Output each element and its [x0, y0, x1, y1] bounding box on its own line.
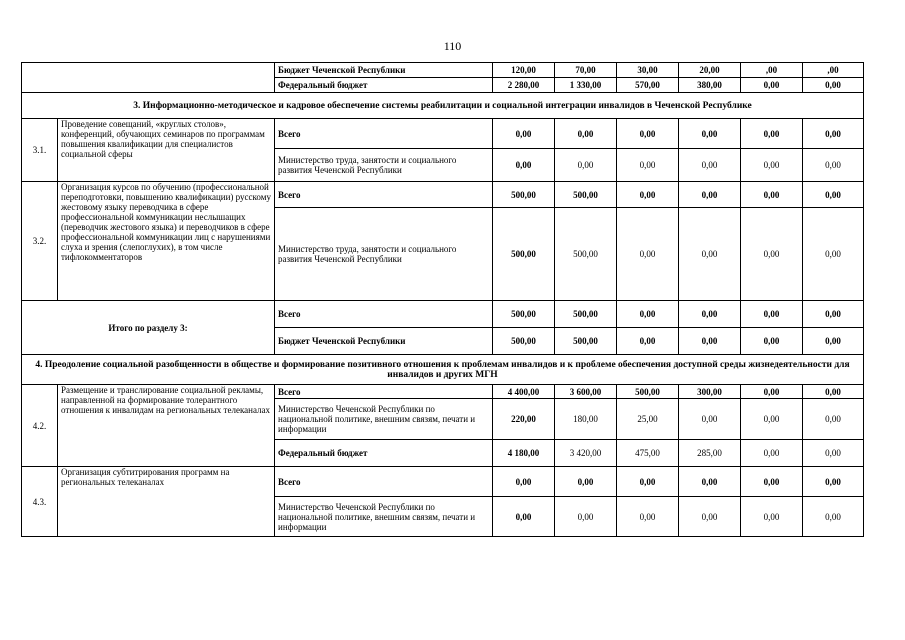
source-label: Бюджет Чеченской Республики: [275, 63, 493, 78]
value-cell: 0,00: [741, 78, 803, 93]
value-cell: 4 180,00: [493, 440, 555, 467]
value-cell: 0,00: [555, 119, 617, 149]
value-cell: 500,00: [493, 301, 555, 328]
source-label: Всего: [275, 385, 493, 399]
value-cell: 0,00: [741, 182, 803, 208]
value-cell: 70,00: [555, 63, 617, 78]
source-label: Всего: [275, 182, 493, 208]
value-cell: 220,00: [493, 399, 555, 440]
value-cell: 0,00: [741, 385, 803, 399]
page-number: 110: [443, 39, 462, 53]
value-cell: 0,00: [617, 208, 679, 301]
value-cell: 500,00: [617, 385, 679, 399]
value-cell: 0,00: [555, 467, 617, 497]
value-cell: 120,00: [493, 63, 555, 78]
value-cell: 0,00: [741, 149, 803, 182]
table-row: [22, 385, 864, 399]
source-label: Министерство труда, занятости и социального развития Чеченской Республики: [275, 208, 493, 301]
item-number: 4.2.: [22, 385, 58, 467]
value-cell: 4 400,00: [493, 385, 555, 399]
value-cell: 0,00: [679, 119, 741, 149]
source-label: Министерство Чеченской Республики по национальной политике, внешним связям, печати и информации: [275, 399, 493, 440]
value-cell: 25,00: [617, 399, 679, 440]
value-cell: 500,00: [493, 208, 555, 301]
value-cell: 0,00: [617, 119, 679, 149]
value-cell: 0,00: [617, 328, 679, 355]
source-label: Всего: [275, 119, 493, 149]
value-cell: 380,00: [679, 78, 741, 93]
value-cell: ,00: [803, 63, 864, 78]
value-cell: 0,00: [679, 301, 741, 328]
value-cell: 0,00: [741, 467, 803, 497]
item-description: Организация субтитрирования программ на региональных телеканалах: [58, 467, 275, 537]
value-cell: 2 280,00: [493, 78, 555, 93]
value-cell: 0,00: [803, 301, 864, 328]
value-cell: 475,00: [617, 440, 679, 467]
value-cell: 0,00: [741, 208, 803, 301]
table-row: [22, 301, 864, 328]
item-number: 3.2.: [22, 182, 58, 301]
value-cell: 0,00: [803, 149, 864, 182]
value-cell: 0,00: [493, 149, 555, 182]
source-label: Федеральный бюджет: [275, 78, 493, 93]
value-cell: 0,00: [679, 467, 741, 497]
value-cell: 500,00: [555, 328, 617, 355]
table-row: [22, 119, 864, 149]
table-row: [22, 182, 864, 208]
value-cell: 0,00: [555, 497, 617, 537]
value-cell: 0,00: [803, 467, 864, 497]
item-number: 3.1.: [22, 119, 58, 182]
value-cell: 0,00: [679, 399, 741, 440]
value-cell: 0,00: [741, 328, 803, 355]
value-cell: 20,00: [679, 63, 741, 78]
value-cell: 0,00: [741, 119, 803, 149]
value-cell: 3 600,00: [555, 385, 617, 399]
value-cell: 500,00: [555, 301, 617, 328]
value-cell: 0,00: [679, 328, 741, 355]
value-cell: 0,00: [617, 497, 679, 537]
value-cell: 0,00: [803, 208, 864, 301]
item-description: Размещение и транслирование социальной рекламы, направленной на формирование толерантного отношения к инвалидам на региональных телеканалах: [58, 385, 275, 467]
value-cell: ,00: [741, 63, 803, 78]
section-4-title: 4. Преодоление социальной разобщенности в обществе и формирование позитивного отношения к проблемам инвалидов и к проблеме обеспечения доступной среды жизнедеятельности для инвалидов и других МГН: [22, 355, 864, 385]
value-cell: 0,00: [679, 182, 741, 208]
value-cell: 0,00: [555, 149, 617, 182]
value-cell: 300,00: [679, 385, 741, 399]
section-header-row: [22, 93, 864, 119]
value-cell: 0,00: [803, 182, 864, 208]
value-cell: 30,00: [617, 63, 679, 78]
value-cell: 0,00: [803, 399, 864, 440]
value-cell: 0,00: [679, 149, 741, 182]
section-3-title: 3. Информационно-методическое и кадровое обеспечение системы реабилитации и социальной интеграции инвалидов в Чеченской Республике: [22, 93, 864, 119]
value-cell: 500,00: [493, 182, 555, 208]
budget-table: [21, 62, 864, 537]
value-cell: 285,00: [679, 440, 741, 467]
source-label: Министерство труда, занятости и социального развития Чеченской Республики: [275, 149, 493, 182]
value-cell: 0,00: [803, 385, 864, 399]
section-header-row: [22, 355, 864, 385]
value-cell: 0,00: [493, 119, 555, 149]
value-cell: 0,00: [803, 119, 864, 149]
value-cell: 0,00: [803, 328, 864, 355]
item-number: 4.3.: [22, 467, 58, 537]
value-cell: 0,00: [617, 301, 679, 328]
table-row: [22, 467, 864, 497]
value-cell: 0,00: [493, 467, 555, 497]
value-cell: 570,00: [617, 78, 679, 93]
value-cell: 0,00: [617, 149, 679, 182]
value-cell: 0,00: [617, 182, 679, 208]
source-label: Федеральный бюджет: [275, 440, 493, 467]
value-cell: 0,00: [493, 497, 555, 537]
value-cell: 0,00: [679, 208, 741, 301]
value-cell: 0,00: [741, 497, 803, 537]
item-description: Организация курсов по обучению (профессиональной переподготовки, повышению квалификации) русскому жестовому языку переводчика в сфере профессиональной коммуникации неслышащих (переводчик жестового языка) и переводчиков в сфере профессиональной коммуникации лиц с нарушениями слуха и зрения (слепоглухих), в том числе тифлокомментаторов: [58, 182, 275, 301]
value-cell: 500,00: [555, 208, 617, 301]
value-cell: 0,00: [803, 497, 864, 537]
value-cell: 0,00: [803, 78, 864, 93]
value-cell: 0,00: [803, 440, 864, 467]
value-cell: 180,00: [555, 399, 617, 440]
value-cell: 0,00: [741, 440, 803, 467]
empty-cell: [22, 63, 275, 93]
section-total-label: Итого по разделу 3:: [22, 301, 275, 355]
value-cell: 3 420,00: [555, 440, 617, 467]
source-label: Бюджет Чеченской Республики: [275, 328, 493, 355]
value-cell: 0,00: [617, 467, 679, 497]
value-cell: 500,00: [493, 328, 555, 355]
table-row: [22, 63, 864, 78]
value-cell: 0,00: [741, 301, 803, 328]
value-cell: 0,00: [741, 399, 803, 440]
value-cell: 500,00: [555, 182, 617, 208]
item-description: Проведение совещаний, «круглых столов», конференций, обучающих семинаров по программам повышения квалификации для специалистов социальной сферы: [58, 119, 275, 182]
value-cell: 0,00: [679, 497, 741, 537]
value-cell: 1 330,00: [555, 78, 617, 93]
source-label: Всего: [275, 301, 493, 328]
source-label: Министерство Чеченской Республики по национальной политике, внешним связям, печати и информации: [275, 497, 493, 537]
source-label: Всего: [275, 467, 493, 497]
